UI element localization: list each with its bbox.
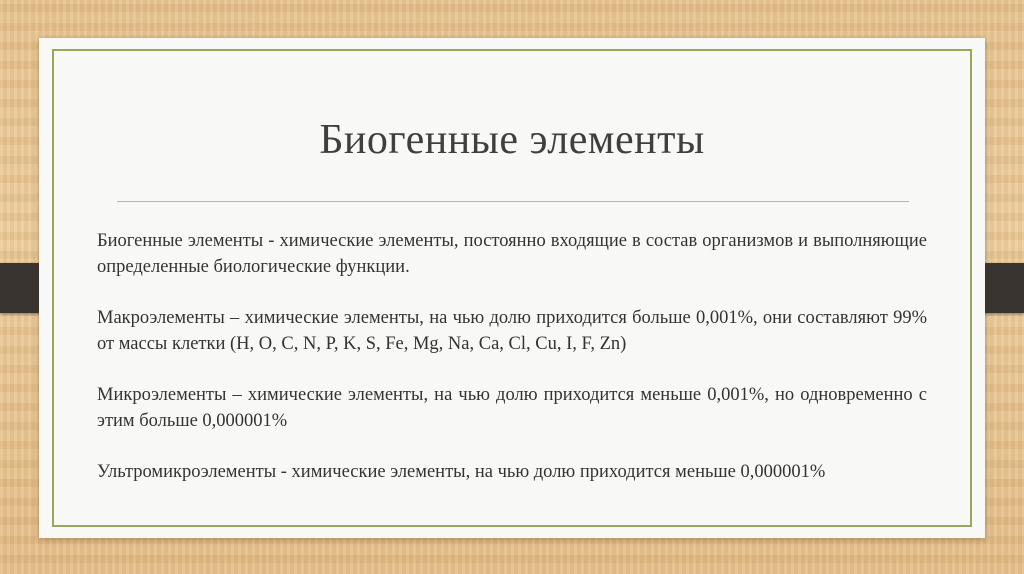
paragraph-definition: Биогенные элементы - химические элементы, постоянно входящие в состав организмов и выполняющие определенные биологические функции.	[97, 231, 927, 277]
slide-card	[39, 38, 985, 538]
slide-title: Биогенные элементы	[319, 117, 705, 163]
slide-body	[97, 228, 927, 510]
title-divider	[117, 201, 909, 202]
paragraph-macroelements: Макроэлементы – химические элементы, на чью долю приходится больше 0,001%, они составляют 99% от массы клетки (H, O, C, N, P, K, S, Fe, Mg, Na, Ca, Cl, Cu, I, F, Zn)	[97, 308, 927, 354]
paragraph-microelements: Микроэлементы – химические элементы, на чью долю приходится меньше 0,001%, но одновременно с этим больше 0,000001%	[97, 385, 927, 431]
paragraph-ultramicroelements: Ультромикроэлементы - химические элементы, на чью долю приходится меньше 0,000001%	[97, 462, 826, 482]
